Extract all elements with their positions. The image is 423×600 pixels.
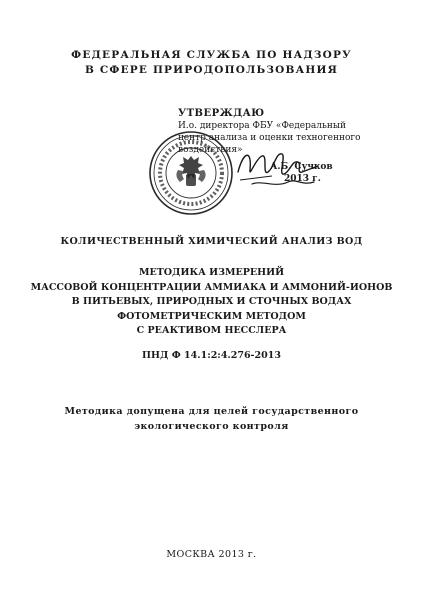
city-year: МОСКВА 2013 г. [166, 549, 257, 560]
approval-signatory: А.Б. Сучков [270, 162, 333, 172]
analysis-category: КОЛИЧЕСТВЕННЫЙ ХИМИЧЕСКИЙ АНАЛИЗ ВОД [60, 236, 363, 247]
approval-line-1: И.о. директора ФБУ «Федеральный [178, 121, 347, 131]
method-title-line-2: МАССОВОЙ КОНЦЕНТРАЦИИ АММИАКА И АММОНИЙ-ИОНОВ [30, 281, 393, 293]
agency-line-1: ФЕДЕРАЛЬНАЯ СЛУЖБА ПО НАДЗОРУ [71, 49, 352, 61]
agency-line-2: В СФЕРЕ ПРИРОДОПОЛЬЗОВАНИЯ [84, 64, 339, 76]
method-title-line-3: В ПИТЬЕВЫХ, ПРИРОДНЫХ И СТОЧНЫХ ВОДАХ [71, 296, 352, 307]
method-title-line-4: ФОТОМЕТРИЧЕСКИМ МЕТОДОМ [117, 310, 306, 322]
official-seal-icon [148, 130, 234, 216]
method-title-line-1: МЕТОДИКА ИЗМЕРЕНИЙ [138, 267, 285, 278]
approval-year: 2013 г. [284, 174, 321, 184]
signature-icon [232, 142, 322, 194]
approval-note-line-1: Методика допущена для целей государственного [64, 406, 359, 417]
method-title-line-5: С РЕАКТИВОМ НЕССЛЕРА [136, 325, 287, 336]
document-code: ПНД Ф 14.1:2:4.276-2013 [142, 350, 281, 361]
approval-note [0, 404, 423, 434]
method-title [0, 266, 423, 339]
approval-line-2: центр анализа и оценки техногенного [178, 133, 361, 143]
approval-line-3: воздействия» [178, 145, 243, 155]
agency-header [0, 48, 423, 78]
approval-note-line-2: экологического контроля [134, 421, 289, 432]
approval-heading: УТВЕРЖДАЮ [178, 108, 265, 119]
